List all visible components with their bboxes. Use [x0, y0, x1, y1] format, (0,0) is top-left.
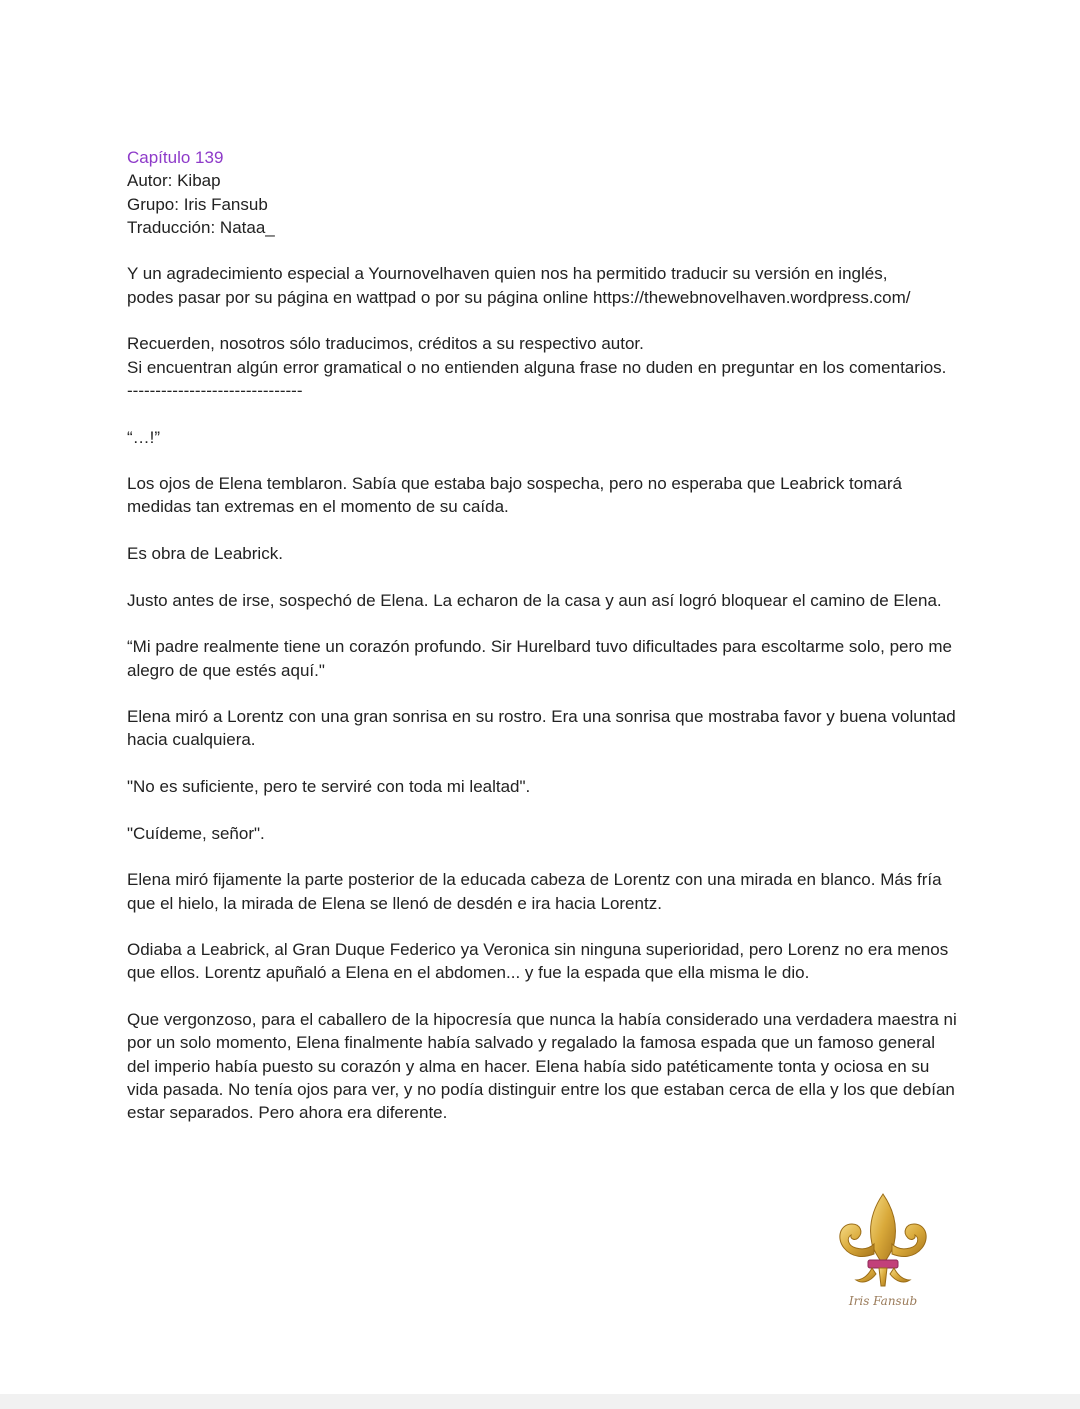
story-paragraph: Es obra de Leabrick.: [127, 544, 283, 564]
story-paragraph: "Cuídeme, señor".: [127, 823, 265, 843]
story-paragraph: Elena miró fijamente la parte posterior de la educada cabeza de Lorentz con una mirada en blanco. Más fría que el hielo, la mirada de Elena se llenó de desdén e ira hacia Lorentz.: [127, 870, 942, 913]
story-paragraph: Los ojos de Elena temblaron. Sabía que estaba bajo sospecha, pero no esperaba que Leabrick tomará medidas tan extremas en el momento de su caída.: [127, 474, 902, 517]
thanks-line-2: podes pasar por su página en wattpad o por su página online https://thewebnovelhaven.wordpress.com/: [127, 287, 911, 307]
group-line: Grupo: Iris Fansub: [127, 194, 268, 214]
author-line: Autor: Kibap: [127, 171, 221, 191]
logo-caption: Iris Fansub: [848, 1294, 918, 1308]
divider: -------------------------------: [127, 380, 303, 400]
story-paragraph: Justo antes de irse, sospechó de Elena. La echaron de la casa y aun así logró bloquear el camino de Elena.: [127, 590, 942, 610]
story-paragraph: Que vergonzoso, para el caballero de la hipocresía que nunca la había considerado una verdadera maestra ni por un solo momento, Elena finalmente había salvado y regalado la famosa espada que un famoso general del imperio había puesto su corazón y alma en hacer. Elena había sido patéticamente tonta y ociosa en su vida pasada. No tenía ojos para ver, y no podía distinguir entre los que estaban cerca de ella y los que debían estar separados. Pero ahora era diferente.: [127, 1009, 957, 1123]
document-page: [127, 146, 957, 1148]
translation-line: Traducción: Nataa_: [127, 217, 275, 237]
thanks-line-1: Y un agradecimiento especial a Yournovelhaven quien nos ha permitido traducir su versión en inglés,: [127, 264, 888, 284]
story-paragraph: Elena miró a Lorentz con una gran sonrisa en su rostro. Era una sonrisa que mostraba favor y buena voluntad hacia cualquiera.: [127, 707, 956, 750]
story-paragraph: Odiaba a Leabrick, al Gran Duque Federico ya Veronica sin ninguna superioridad, pero Lorenz no era menos que ellos. Lorentz apuñaló a Elena en el abdomen... y fue la espada que ella misma le dio.: [127, 940, 949, 983]
story-paragraph: "No es suficiente, pero te serviré con toda mi lealtad".: [127, 777, 531, 797]
errors-note: Si encuentran algún error gramatical o no entienden alguna frase no duden en preguntar en los comentarios.: [127, 357, 947, 377]
fleur-de-lis-icon: [828, 1188, 938, 1292]
credits-note: Recuerden, nosotros sólo traducimos, créditos a su respectivo autor.: [127, 334, 644, 354]
story-paragraph: “Mi padre realmente tiene un corazón profundo. Sir Hurelbard tuvo dificultades para escoltarme solo, pero me alegro de que estés aquí.": [127, 637, 952, 680]
bottom-bar: [0, 1394, 1080, 1409]
chapter-title: Capítulo 139: [127, 148, 224, 167]
story-paragraph: “…!”: [127, 427, 161, 447]
iris-fansub-logo: [828, 1188, 938, 1320]
